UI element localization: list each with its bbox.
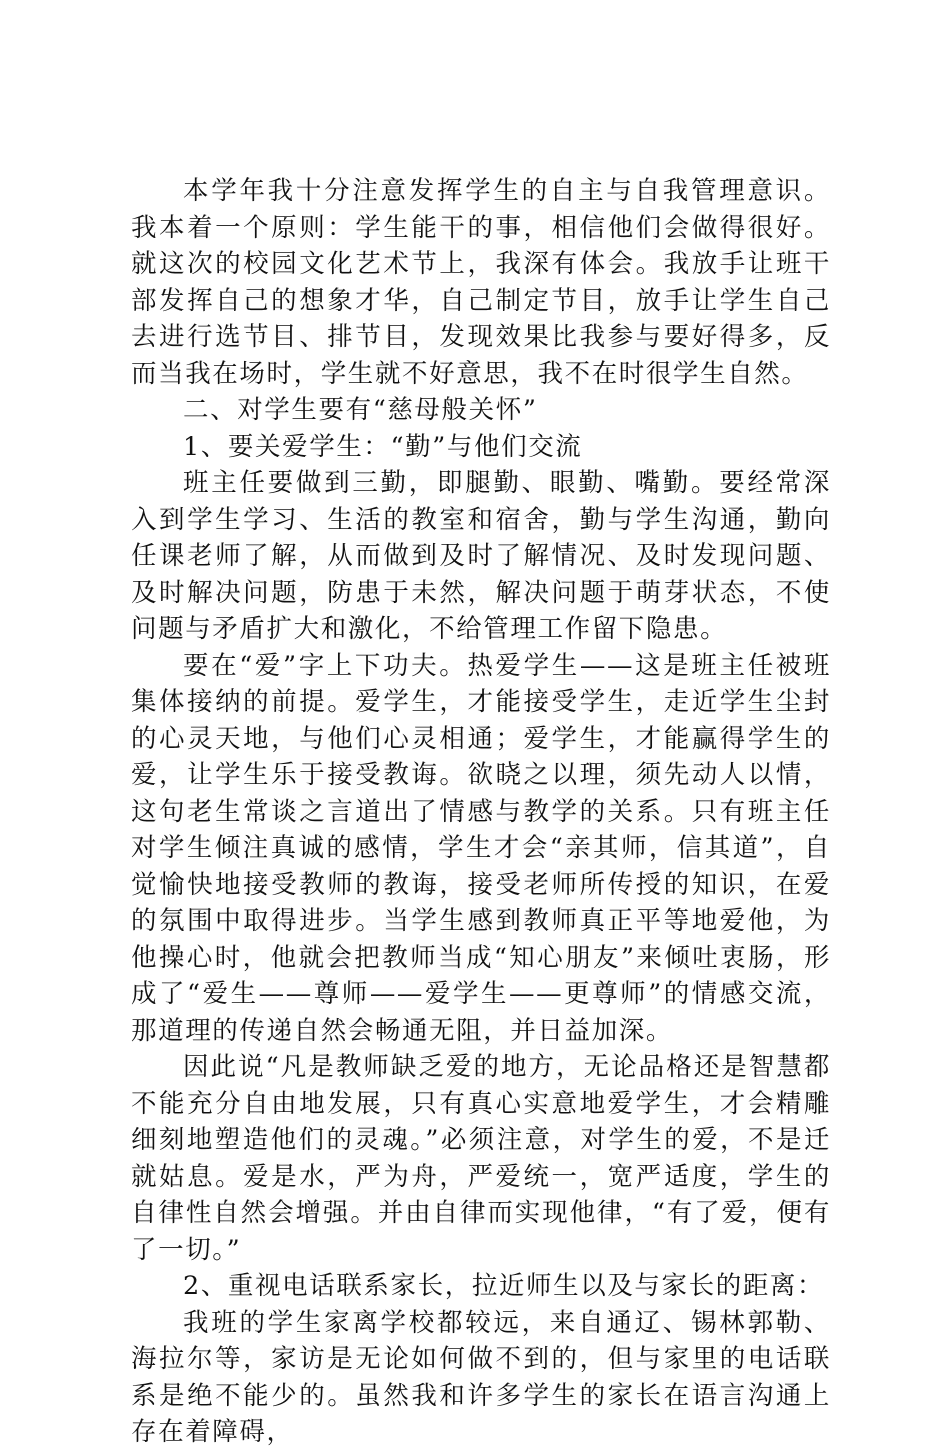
subheading-communication: 1、要关爱学生：“勤”与他们交流 xyxy=(183,431,583,462)
section-heading-care: 二、对学生要有“慈母般关怀” xyxy=(183,395,538,425)
paragraph-family-distance: 我班的学生家离学校都较远，来自通辽、锡林郭勒、海拉尔等，家访是无论如何做不到的，但与家里的电话联系是绝不能少的。虽然我和许多学生的家长在语言沟通上存在着障碍， xyxy=(131,1307,831,1447)
paragraph-three-diligences: 班主任要做到三勤，即腿勤、眼勤、嘴勤。要经常深入到学生学习、生活的教室和宿舍，勤与学生沟通，勤向任课老师了解，从而做到及时了解情况、及时发现问题、及时解决问题，防患于未然，解决问题于萌芽状态，不使问题与矛盾扩大和激化，不给管理工作留下隐患。 xyxy=(131,468,831,644)
document-body xyxy=(131,173,831,1451)
paragraph-love-students: 要在“爱”字上下功夫。热爱学生——这是班主任被班集体接纳的前提。爱学生，才能接受学生，走近学生尘封的心灵天地，与他们心灵相通；爱学生，才能赢得学生的爱，让学生乐于接受教诲。欲晓之以理，须先动人以情，这句老生常谈之言道出了情感与教学的关系。只有班主任对学生倾注真诚的感情，学生才会“亲其师，信其道”，自觉愉快地接受教师的教诲，接受老师所传授的知识，在爱的氛围中取得进步。当学生感到教师真正平等地爱他，为他操心时，他就会把教师当成“知心朋友”来倾吐衷肠，形成了“爱生——尊师——爱学生——更尊师”的情感交流，那道理的传递自然会畅通无阻，并日益加深。 xyxy=(131,650,831,1046)
paragraph-self-management: 本学年我十分注意发挥学生的自主与自我管理意识。我本着一个原则：学生能干的事，相信他们会做得很好。就这次的校园文化艺术节上，我深有体会。我放手让班干部发挥自己的想象才华，自己制定节目，放手让学生自己去进行选节目、排节目，发现效果比我参与要好得多，反而当我在场时，学生就不好意思，我不在时很学生自然。 xyxy=(131,176,831,389)
paragraph-quote-love: 因此说“凡是教师缺乏爱的地方，无论品格还是智慧都不能充分自由地发展，只有真心实意地爱学生，才会精雕细刻地塑造他们的灵魂。”必须注意，对学生的爱，不是迁就姑息。爱是水，严为舟，严爱统一，宽严适度，学生的自律性自然会增强。并由自律而实现他律，“有了爱，便有了一切。” xyxy=(131,1052,831,1265)
subheading-phone-contact: 2、重视电话联系家长，拉近师生以及与家长的距离： xyxy=(183,1271,825,1301)
